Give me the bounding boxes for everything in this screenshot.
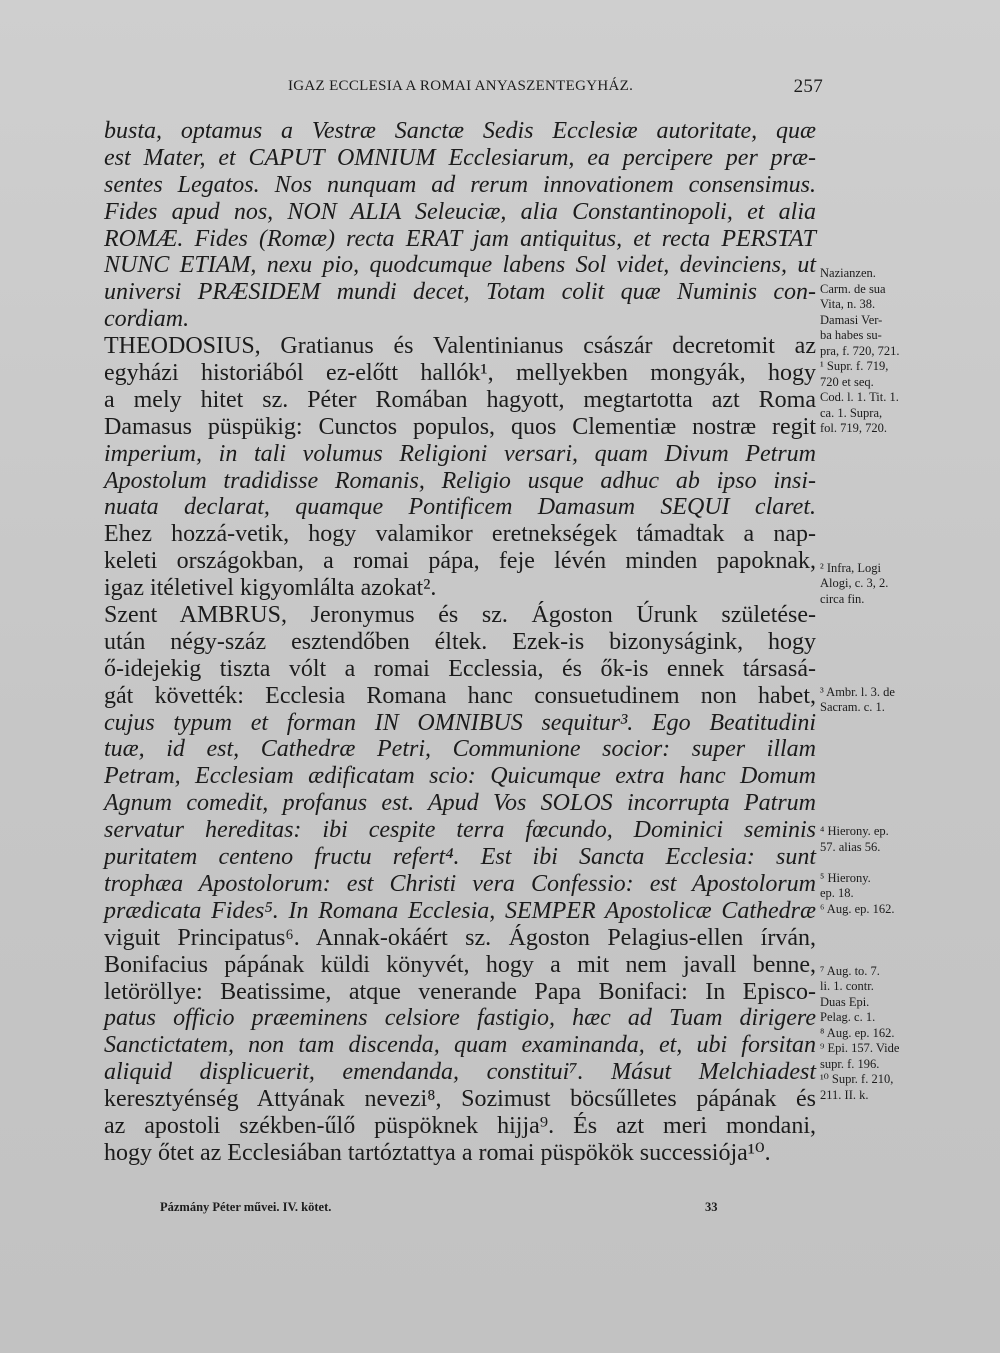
text-line: patus officio præeminens celsiore fastigio, hæc ad Tuam dirigere bbox=[104, 1005, 816, 1032]
page-number: 257 bbox=[793, 76, 823, 97]
text-line: viguit Principatus⁶. Annak-okáért sz. Ágoston Pelagius-ellen írván, bbox=[104, 924, 816, 951]
text-line: servatur hereditas: ibi cespite terra fœcundo, Dominici seminis bbox=[104, 817, 816, 844]
text-line: egyházi historiából ez-előtt hallók¹, mellyekben mongyák, hogy bbox=[104, 360, 816, 387]
margin-note bbox=[820, 917, 992, 933]
margin-note: fol. 719, 720. bbox=[820, 421, 888, 435]
text-line: tuæ, id est, Cathedræ Petri, Communione socior: super illam bbox=[104, 736, 816, 763]
margin-note: Pelag. c. 1. bbox=[820, 1010, 876, 1024]
signature-mark: 33 bbox=[705, 1200, 718, 1214]
margin-note: ba habes su- bbox=[820, 328, 882, 342]
margin-note bbox=[820, 809, 992, 825]
main-text-block bbox=[104, 118, 816, 1167]
footer-book-title: Pázmány Péter művei. IV. kötet. bbox=[160, 1200, 332, 1214]
margin-note: ⁴ Hierony. ep. bbox=[820, 824, 889, 838]
text-line: Bonifacius pápának küldi könyvét, hogy a mit nem javall benne, bbox=[104, 951, 816, 978]
text-line: busta, optamus a Vestræ Sanctæ Sedis Ecclesiæ autoritate, quæ bbox=[104, 118, 816, 144]
text-line: igaz itéletivel kigyomlálta azokat². bbox=[104, 575, 437, 602]
margin-note bbox=[820, 623, 992, 639]
margin-note bbox=[820, 483, 992, 499]
margin-note: Vita, n. 38. bbox=[820, 297, 876, 311]
text-line: Ehez hozzá-vetik, hogy valamikor eretnekségek támadtak a nap- bbox=[104, 521, 816, 548]
header-title: IGAZ ECCLESIA A ROMAI ANYASZENTEGYHÁZ. bbox=[288, 78, 634, 94]
margin-note: ¹⁰ Supr. f. 210, bbox=[820, 1072, 894, 1086]
page-footer bbox=[160, 1200, 760, 1215]
margin-note: 211. II. k. bbox=[820, 1087, 869, 1102]
running-header bbox=[288, 78, 823, 95]
margin-note: pra, f. 720, 721. bbox=[820, 343, 900, 358]
text-line: Agnum comedit, profanus est. Apud Vos SOLOS incorrupta Patrum bbox=[104, 790, 816, 817]
margin-note: Sacram. c. 1. bbox=[820, 700, 885, 714]
margin-note bbox=[820, 499, 992, 515]
text-line: ROMÆ. Fides (Romæ) recta ERAT jam antiquitus, et recta PERSTAT bbox=[104, 225, 816, 252]
text-line: prædicata Fides⁵. In Romana Ecclesia, SEMPER Apostolicæ Cathedræ bbox=[104, 897, 816, 924]
text-line: puritatem centeno fructu refert⁴. Est ibi Sancta Ecclesia: sunt bbox=[104, 844, 816, 871]
text-line: Petram, Ecclesiam ædificatam scio: Quicumque extra hanc Domum bbox=[104, 763, 816, 790]
margin-note bbox=[820, 747, 992, 763]
margin-note: ⁹ Epi. 157. Vide bbox=[820, 1041, 900, 1055]
margin-note bbox=[820, 437, 992, 453]
margin-note bbox=[820, 731, 992, 747]
text-line: aliquid displicuerit, emendanda, constitui⁷. Másut Melchiadest bbox=[104, 1059, 816, 1086]
margin-note bbox=[820, 762, 992, 778]
margin-note: ¹ Supr. f. 719, bbox=[820, 359, 889, 373]
margin-notes bbox=[820, 266, 992, 1103]
margin-note: Damasi Ver- bbox=[820, 312, 883, 327]
margin-note bbox=[820, 948, 992, 964]
margin-note bbox=[820, 793, 992, 809]
text-line: NUNC ETIAM, nexu pio, quodcumque labens Sol videt, devinciens, ut bbox=[104, 252, 816, 279]
margin-note: ⁵ Hierony. bbox=[820, 870, 871, 885]
margin-note bbox=[820, 654, 992, 670]
margin-note bbox=[820, 716, 992, 732]
margin-note: supr. f. 196. bbox=[820, 1056, 880, 1071]
text-line: keleti országokban, a romai pápa, feje lévén minden papoknak, bbox=[104, 548, 816, 575]
text-line: sentes Legatos. Nos nunquam ad rerum innovationem consensimus. bbox=[104, 171, 816, 198]
text-line: cordiam. bbox=[104, 306, 190, 333]
margin-note: Carm. de sua bbox=[820, 281, 886, 296]
margin-note bbox=[820, 933, 992, 949]
text-line: letöröllye: Beatissime, atque venerande Papa Bonifaci: In Episco- bbox=[104, 978, 816, 1005]
margin-note: ⁷ Aug. to. 7. bbox=[820, 963, 880, 978]
margin-note: li. 1. contr. bbox=[820, 979, 874, 993]
text-line: Apostolum tradidisse Romanis, Religio usque adhuc ab ipso insi- bbox=[104, 467, 816, 494]
margin-note: circa fin. bbox=[820, 591, 865, 606]
margin-note: 720 et seq. bbox=[820, 374, 874, 389]
text-line: imperium, in tali volumus Religioni versari, quam Divum Petrum bbox=[104, 440, 816, 467]
text-line: cujus typum et forman IN OMNIBUS sequitur³. Ego Beatitudini bbox=[104, 709, 816, 736]
text-line: keresztyénség Attyának nevezi⁸, Sozimust böcsűlletes pápának és bbox=[104, 1086, 816, 1113]
margin-note: ep. 18. bbox=[820, 886, 854, 900]
margin-note: 57. alias 56. bbox=[820, 839, 881, 854]
margin-note: ⁸ Aug. ep. 162. bbox=[820, 1025, 895, 1040]
text-line: est Mater, et CAPUT OMNIUM Ecclesiarum, ea percipere per præ- bbox=[104, 144, 816, 171]
margin-note bbox=[820, 778, 992, 794]
text-line: ő-idejekig tiszta vólt a romai Ecclessia, és ők-is ennek társasá- bbox=[104, 655, 816, 682]
text-line: Damasus püspükig: Cunctos populos, quos Clementiæ nostræ regit bbox=[104, 413, 816, 440]
margin-note bbox=[820, 514, 992, 530]
margin-note bbox=[820, 607, 992, 623]
margin-note bbox=[820, 468, 992, 484]
text-line: universi PRÆSIDEM mundi decet, Totam colit quæ Numinis con- bbox=[104, 279, 816, 306]
margin-note bbox=[820, 452, 992, 468]
text-line: THEODOSIUS, Gratianus és Valentinianus császár decretomit az bbox=[104, 333, 816, 360]
text-line: a mely hitet sz. Péter Romában hagyott, megtartotta azt Roma bbox=[104, 386, 816, 413]
text-line: hogy őtet az Ecclesiában tartóztattya a romai püspökök successiója¹⁰. bbox=[104, 1139, 771, 1166]
margin-note: Nazianzen. bbox=[820, 266, 876, 280]
margin-note bbox=[820, 530, 992, 546]
text-line: Fides apud nos, NON ALIA Seleuciæ, alia Constantinopoli, et alia bbox=[104, 198, 816, 225]
text-line: Szent AMBRUS, Jeronymus és sz. Ágoston Úrunk születése- bbox=[104, 602, 816, 629]
margin-note: ca. 1. Supra, bbox=[820, 405, 883, 420]
text-line: Sanctictatem, non tam discenda, quam examinanda, et, ubi forsitan bbox=[104, 1032, 816, 1059]
margin-note: Cod. l. 1. Tit. 1. bbox=[820, 390, 899, 404]
margin-note: ⁶ Aug. ep. 162. bbox=[820, 901, 895, 916]
text-line: trophæa Apostolorum: est Christi vera Confessio: est Apostolorum bbox=[104, 870, 816, 897]
margin-note: ³ Ambr. l. 3. de bbox=[820, 684, 895, 699]
margin-note: Alogi, c. 3, 2. bbox=[820, 576, 889, 590]
margin-note bbox=[820, 545, 992, 561]
margin-note: ² Infra, Logi bbox=[820, 560, 882, 575]
margin-note bbox=[820, 638, 992, 654]
margin-note: Duas Epi. bbox=[820, 994, 870, 1009]
text-line: nuata declarat, quamque Pontificem Damasum SEQUI claret. bbox=[104, 494, 816, 521]
text-line: az apostoli székben-űlő püspöknek hijja⁹. És azt meri mondani, bbox=[104, 1112, 816, 1139]
text-line: után négy-száz esztendőben éltek. Ezek-is bizonyságink, hogy bbox=[104, 628, 816, 655]
margin-note bbox=[820, 669, 992, 685]
text-line: gát követték: Ecclesia Romana hanc consuetudinem non habet, bbox=[104, 682, 816, 709]
margin-note bbox=[820, 855, 992, 871]
